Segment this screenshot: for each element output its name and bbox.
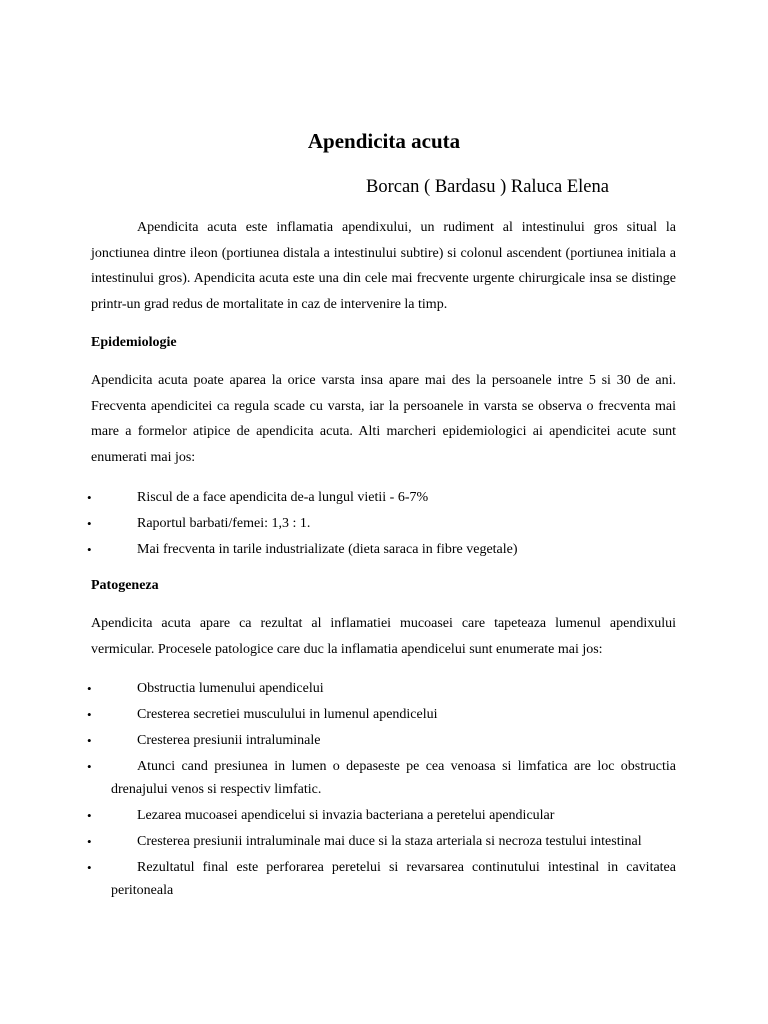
bullet-icon: • (87, 733, 92, 748)
bullet-icon: • (87, 681, 92, 696)
pathogenesis-list (87, 677, 676, 905)
bullet-icon: • (87, 808, 92, 823)
epidemiology-paragraph: Apendicita acuta poate aparea la orice varsta insa apare mai des la persoanele intre 5 si 30 de ani. Frecventa apendicitei ca regula scade cu varsta, iar la persoanele in varsta se observa o frecventa mai mare a formelor atipice de apendicita acuta. Alti marcheri epidemiologici ai apendicitei acute sunt enumerati mai jos: (91, 373, 676, 465)
bullet-icon: • (87, 759, 92, 774)
bullet-icon: • (87, 834, 92, 849)
section-heading-pathogenesis: Patogeneza (91, 578, 159, 593)
pathogenesis-paragraph: Apendicita acuta apare ca rezultat al inflamatiei mucoasei care tapeteaza lumenul apendixului vermicular. Procesele patologice care duc la inflamatia apendicelui sunt enumerate mai jos: (91, 616, 676, 657)
section-heading-epidemiology: Epidemiologie (91, 335, 177, 350)
bullet-icon: • (87, 542, 92, 557)
author-name: Borcan ( Bardasu ) Raluca Elena (366, 177, 609, 197)
list-item: • Atunci cand presiunea in lumen o depaseste pe cea venoasa si limfatica are loc obstructia drenajului venos si respectiv limfatic. (91, 755, 676, 801)
list-item: • Cresterea secretiei musculului in lumenul apendicelui (91, 703, 676, 726)
epidemiology-list (87, 486, 676, 564)
bullet-icon: • (87, 490, 92, 505)
list-item: • Riscul de a face apendicita de-a lungul vietii - 6-7% (91, 486, 676, 509)
list-item: • Lezarea mucoasei apendicelui si invazia bacteriana a peretelui apendicular (91, 804, 676, 827)
list-item: • Rezultatul final este perforarea peretelui si revarsarea continutului intestinal in cavitatea peritoneala (91, 856, 676, 902)
document-title: Apendicita acuta (307, 129, 461, 153)
list-item: • Mai frecventa in tarile industrializate (dieta saraca in fibre vegetale) (91, 538, 676, 561)
bullet-icon: • (87, 516, 92, 531)
list-item: • Raportul barbati/femei: 1,3 : 1. (91, 512, 676, 535)
list-item: • Cresterea presiunii intraluminale (91, 729, 676, 752)
list-item: • Cresterea presiunii intraluminale mai duce si la staza arteriala si necroza testului intestinal (91, 830, 676, 853)
bullet-icon: • (87, 860, 92, 875)
intro-paragraph: Apendicita acuta este inflamatia apendixului, un rudiment al intestinului gros situal la jonctiunea dintre ileon (portiunea distala a intestinului subtire) si colonul ascendent (portiunea initiala a intestinului gros). Apendicita acuta este una din cele mai frecvente urgente chirurgicale insa se distinge printr-un grad redus de mortalitate in caz de intervenire la timp. (91, 220, 676, 312)
list-item: • Obstructia lumenului apendicelui (91, 677, 676, 700)
bullet-icon: • (87, 707, 92, 722)
